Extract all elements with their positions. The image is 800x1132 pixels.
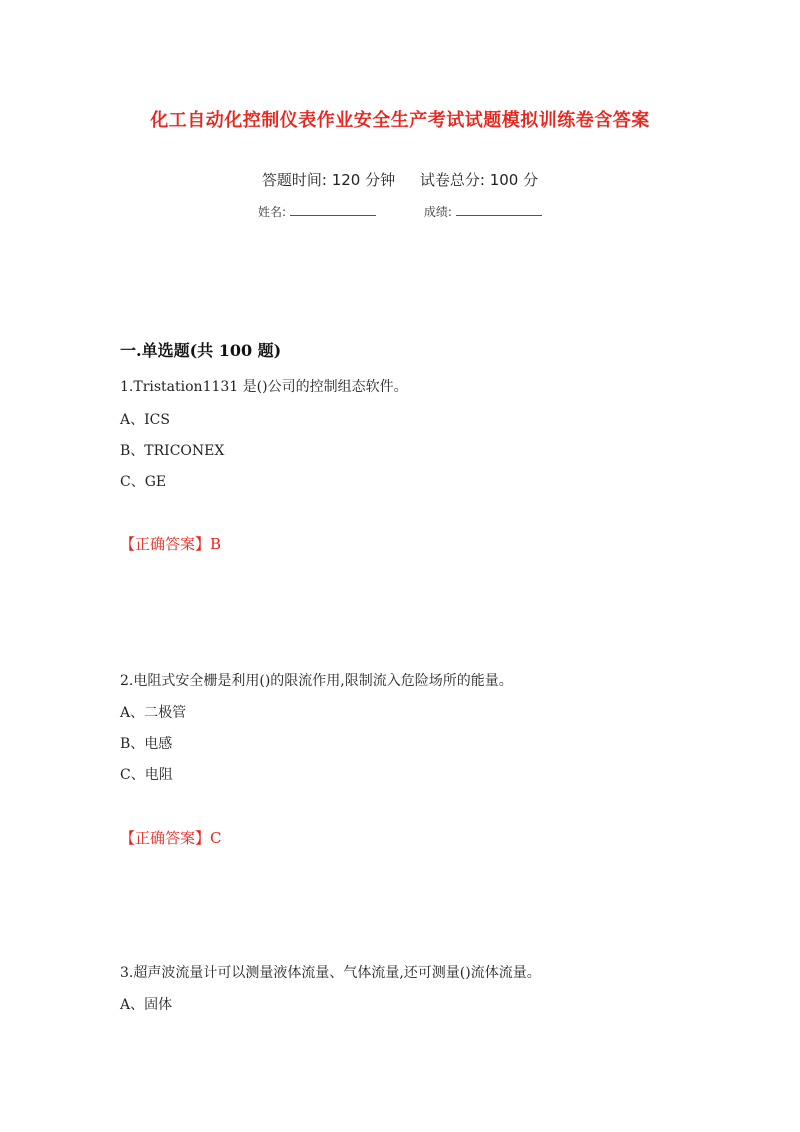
question-2-option-c: C、电阻 xyxy=(120,767,173,783)
question-2-stem: 2.电阻式安全栅是利用()的限流作用,限制流入危险场所的能量。 xyxy=(120,673,513,689)
score-blank-line xyxy=(456,203,542,216)
question-1-stem: 1.Tristation1131 是()公司的控制组态软件。 xyxy=(120,379,408,395)
exam-info-row xyxy=(0,169,800,190)
question-2-option-b: B、电感 xyxy=(120,736,173,752)
name-label: 姓名: xyxy=(258,205,287,219)
section-heading: 一.单选题(共 100 题) xyxy=(120,341,282,360)
question-1-option-a: A、ICS xyxy=(120,412,170,428)
question-2-answer: 【正确答案】C xyxy=(120,829,222,847)
name-blank-line xyxy=(290,203,376,216)
total-score: 试卷总分: 100 分 xyxy=(419,171,539,189)
question-1-option-b: B、TRICONEX xyxy=(120,443,225,459)
exam-time: 答题时间: 120 分钟 xyxy=(261,171,396,189)
question-1-option-c: C、GE xyxy=(120,474,167,490)
name-field xyxy=(258,203,376,220)
score-label: 成绩: xyxy=(423,205,452,219)
document-title: 化工自动化控制仪表作业安全生产考试试题模拟训练卷含答案 xyxy=(150,110,650,131)
score-field xyxy=(424,203,542,220)
question-1-answer: 【正确答案】B xyxy=(120,535,222,553)
question-3-stem: 3.超声波流量计可以测量液体流量、气体流量,还可测量()流体流量。 xyxy=(120,965,541,981)
question-2-option-a: A、二极管 xyxy=(120,705,187,721)
question-3-option-a: A、固体 xyxy=(120,997,173,1013)
student-info-row xyxy=(0,203,800,220)
